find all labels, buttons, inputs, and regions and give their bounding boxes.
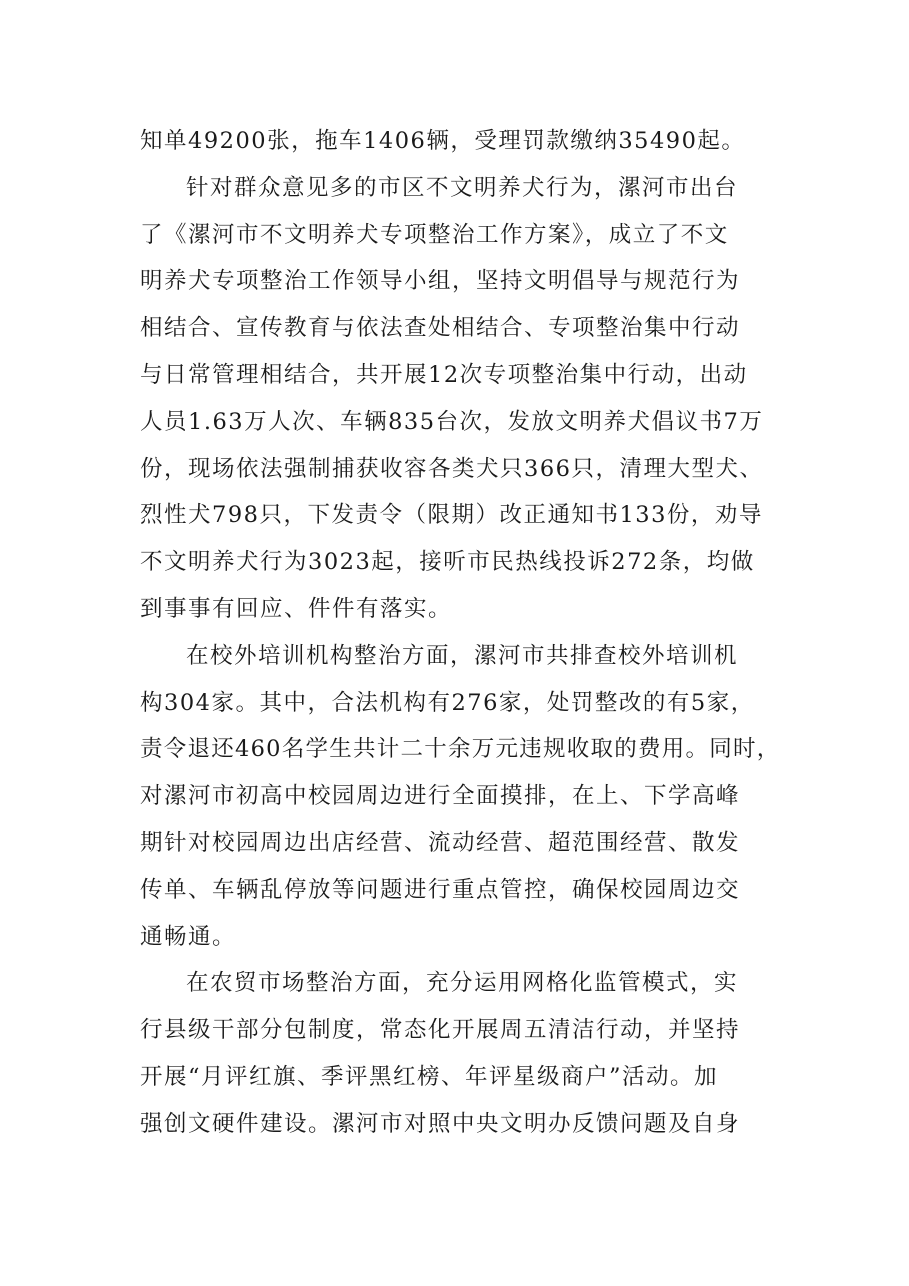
text-line: 针对群众意见多的市区不文明养犬行为，漯河市出台	[186, 174, 739, 201]
text-line: 到事事有回应、件件有落实。	[140, 595, 453, 622]
text-line: 对漯河市初高中校园周边进行全面摸排，在上、下学高峰	[140, 783, 741, 810]
text-line: 行县级干部分包制度，常态化开展周五清洁行动，并坚持	[140, 1017, 741, 1044]
text-line: 传单、车辆乱停放等问题进行重点管控，确保校园周边交	[140, 876, 741, 903]
text-line: 通畅通。	[140, 923, 237, 950]
text-line: 期针对校园周边出店经营、流动经营、超范围经营、散发	[140, 829, 741, 856]
text-line: 不文明养犬行为3023起，接听市民热线投诉272条，均做	[140, 549, 755, 576]
text-line: 构304家。其中，合法机构有276家，处罚整改的有5家，	[140, 689, 755, 716]
text-line: 烈性犬798只，下发责令（限期）改正通知书133份，劝导	[140, 502, 763, 529]
text-line: 责令退还460名学生共计二十余万元违规收取的费用。同时，	[140, 736, 781, 763]
text-line: 与日常管理相结合，共开展12次专项整治集中行动，出动	[140, 361, 748, 388]
text-line: 强创文硬件建设。漯河市对照中央文明办反馈问题及自身	[140, 1110, 741, 1137]
text-line: 在农贸市场整治方面，充分运用网格化监管模式，实	[186, 970, 739, 997]
text-line: 相结合、宣传教育与依法查处相结合、专项整治集中行动	[140, 315, 741, 342]
text-line: 份，现场依法强制捕获收容各类犬只366只，清理大型犬、	[140, 455, 764, 482]
text-line: 在校外培训机构整治方面，漯河市共排查校外培训机	[186, 642, 739, 669]
text-line: 知单49200张，拖车1406辆，受理罚款缴纳35490起。	[140, 128, 746, 154]
text-line: 明养犬专项整治工作领导小组，坚持文明倡导与规范行为	[140, 268, 741, 295]
text-line: 了《漯河市不文明养犬专项整治工作方案》，成立了不文	[140, 221, 729, 248]
text-line: 开展“月评红旗、季评黑红榜、年评星级商户”活动。加	[140, 1063, 719, 1090]
text-line: 人员1.63万人次、车辆835台次，发放文明养犬倡议书7万	[140, 408, 764, 435]
document-body	[140, 118, 780, 1148]
